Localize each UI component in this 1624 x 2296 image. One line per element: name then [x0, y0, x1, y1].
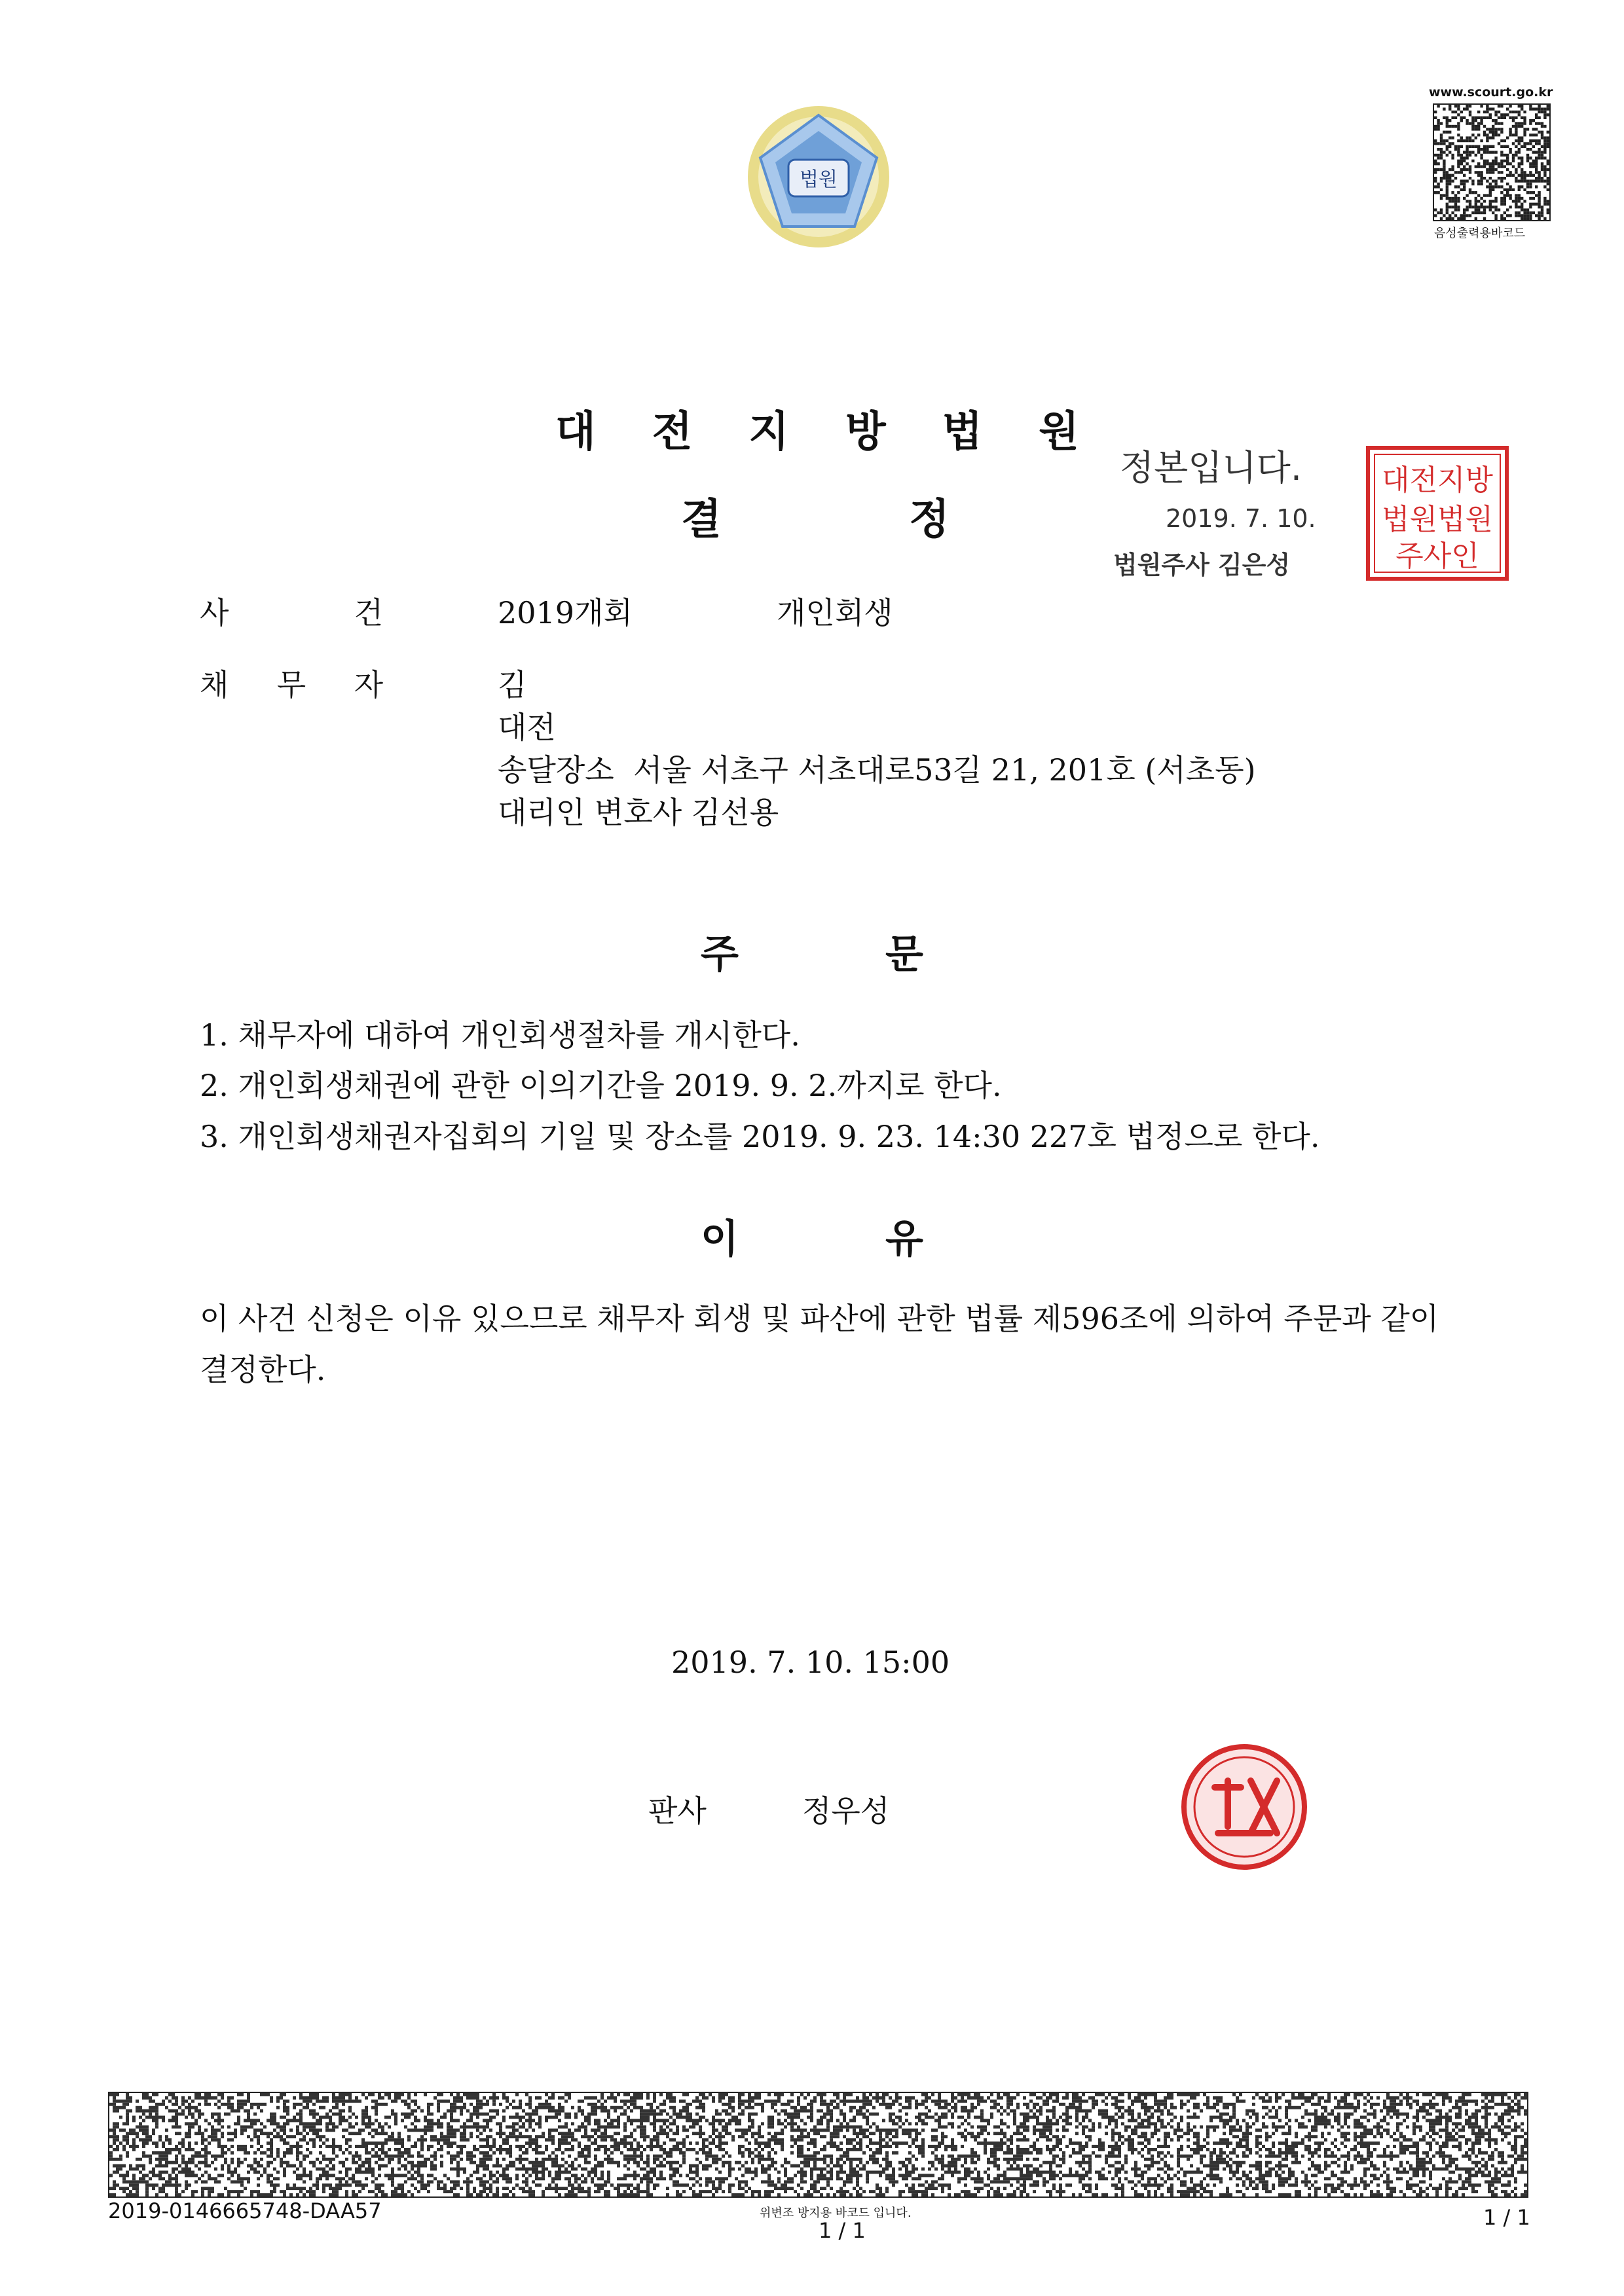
- court-name-char: 방: [845, 408, 886, 456]
- order-heading-char: 문: [885, 932, 923, 977]
- debtor-address: 대전: [498, 710, 556, 745]
- reason-heading: [701, 1208, 923, 1264]
- title-char: 결: [681, 496, 722, 544]
- emblem-label: 법원: [800, 168, 838, 191]
- barcode-note: 위변조 방지용 바코드 입니다.: [760, 2206, 912, 2220]
- clerk-seal-icon: [1365, 445, 1509, 581]
- order-heading: [701, 923, 923, 979]
- court-name: [555, 398, 1079, 458]
- court-name-char: 지: [748, 408, 790, 456]
- order-item: 2. 개인회생채권에 관한 이의기간을 2019. 9. 2.까지로 한다.: [200, 1068, 1002, 1103]
- case-label-char: 사: [200, 595, 229, 630]
- order-item: 1. 채무자에 대하여 개인회생절차를 개시한다.: [200, 1017, 800, 1053]
- debtor-label-char: 채: [200, 667, 229, 702]
- seal-line: 주사인: [1395, 539, 1479, 573]
- certified-date: 2019. 7. 10.: [1166, 504, 1316, 533]
- order-item: 3. 개인회생채권자집회의 기일 및 장소를 2019. 9. 23. 14:30 227호 법정으로 한다.: [200, 1119, 1320, 1154]
- case-number: 2019개회: [498, 595, 633, 630]
- page-number-right: 1 / 1: [1483, 2205, 1530, 2230]
- document-title: [681, 486, 950, 546]
- qr-url: www.scourt.go.kr: [1429, 85, 1553, 100]
- reason-heading-char: 이: [701, 1216, 739, 1262]
- document-id: 2019-0146665748-DAA57: [108, 2198, 382, 2223]
- judge-name: 정우성: [802, 1793, 890, 1829]
- certified-copy-text: 정본입니다.: [1120, 447, 1302, 488]
- anti-forgery-barcode-icon: [108, 2092, 1528, 2198]
- debtor-name: 김: [498, 667, 527, 702]
- court-name-char: 전: [652, 408, 693, 456]
- debtor-agent: 대리인 변호사 김선용: [498, 795, 779, 830]
- judge-seal-icon: [1179, 1741, 1310, 1872]
- case-type: 개인회생: [777, 595, 893, 630]
- clerk-name: 법원주사 김은성: [1113, 551, 1291, 579]
- decision-date: 2019. 7. 10. 15:00: [671, 1645, 950, 1680]
- court-name-char: 원: [1039, 408, 1079, 456]
- debtor-label-char: 무: [276, 667, 306, 702]
- debtor-label: [200, 661, 383, 704]
- reason-text: 이 사건 신청은 이유 있으므로 채무자 회생 및 파산에 관한 법률 제596조에 의하여 주문과 같이 결정한다.: [200, 1301, 1439, 1387]
- court-name-char: 법: [942, 408, 983, 456]
- delivery-place: 송달장소 서울 서초구 서초대로53길 21, 201호 (서초동): [498, 752, 1256, 788]
- debtor-label-char: 자: [354, 667, 383, 702]
- case-label-char: 건: [354, 595, 383, 630]
- judge-label: 판사: [648, 1793, 707, 1829]
- court-name-char: 대: [555, 408, 596, 456]
- voice-output-qr-icon: [1433, 103, 1551, 221]
- title-char: 정: [909, 496, 950, 544]
- page-number-center: 1 / 1: [819, 2218, 866, 2243]
- seal-line: 법원법원: [1381, 503, 1494, 536]
- qr-label: 음성출력용바코드: [1434, 227, 1526, 240]
- seal-line: 대전지방: [1381, 464, 1494, 497]
- court-emblem: [740, 98, 897, 255]
- case-label: [200, 589, 383, 632]
- order-heading-char: 주: [701, 932, 739, 977]
- reason-heading-char: 유: [885, 1216, 923, 1262]
